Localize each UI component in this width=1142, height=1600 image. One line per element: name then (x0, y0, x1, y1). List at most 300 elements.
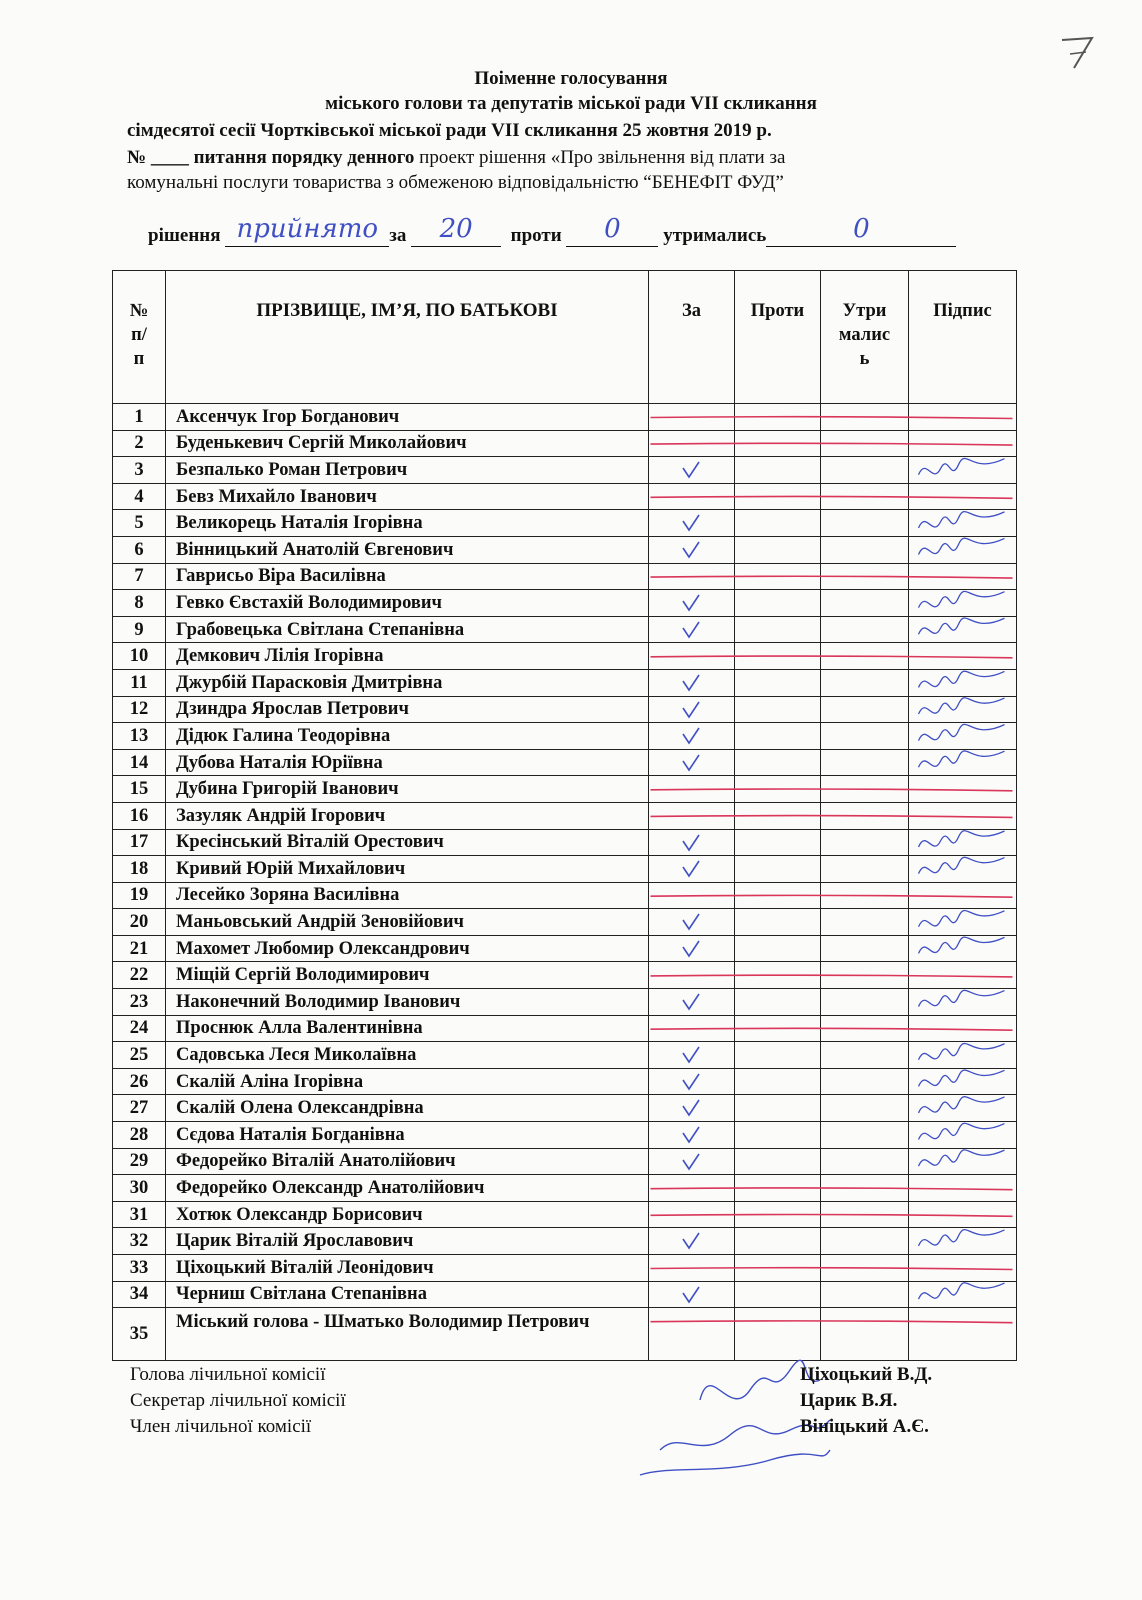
signature-cell (909, 483, 1017, 510)
table-row (113, 457, 1017, 484)
table-row (113, 510, 1017, 537)
for-blank (411, 214, 501, 247)
vote-abstain-cell (821, 1255, 909, 1282)
vote-for-cell (649, 749, 735, 776)
row-number: 1 (113, 404, 166, 431)
signature-cell (909, 1201, 1017, 1228)
vote-against-cell (735, 669, 821, 696)
vote-abstain-cell (821, 1015, 909, 1042)
signature-cell (909, 1228, 1017, 1255)
table-row (113, 1042, 1017, 1069)
vote-abstain-cell (821, 1201, 909, 1228)
decision-line (148, 214, 956, 247)
vote-for-cell (649, 510, 735, 537)
row-number: 10 (113, 643, 166, 670)
row-number: 20 (113, 909, 166, 936)
checkmark-icon (681, 593, 701, 613)
header-abstain: Утри малис ь (821, 271, 909, 404)
table-row (113, 404, 1017, 431)
vote-against-cell (735, 935, 821, 962)
vote-against-cell (735, 536, 821, 563)
vote-against-cell (735, 1175, 821, 1202)
table-row (113, 1015, 1017, 1042)
table-row (113, 1122, 1017, 1149)
table-row (113, 1255, 1017, 1282)
role-member: Член лічильної комісії (130, 1416, 312, 1437)
signature-cell (909, 1308, 1017, 1361)
role-secretary: Секретар лічильної комісії (130, 1390, 346, 1411)
table-row (113, 616, 1017, 643)
signature-cell (909, 590, 1017, 617)
checkmark-icon (681, 753, 701, 773)
table-row (113, 856, 1017, 883)
signature-cell (909, 802, 1017, 829)
table-row (113, 1308, 1017, 1361)
checkmark-icon (681, 726, 701, 746)
signature-cell (909, 669, 1017, 696)
vote-abstain-cell (821, 430, 909, 457)
vote-abstain-cell (821, 696, 909, 723)
vote-for-cell (649, 829, 735, 856)
signature-cell (909, 909, 1017, 936)
vote-against-cell (735, 1148, 821, 1175)
vote-abstain-cell (821, 457, 909, 484)
vote-abstain-cell (821, 483, 909, 510)
vote-against-cell (735, 563, 821, 590)
row-number: 6 (113, 536, 166, 563)
vote-abstain-cell (821, 1068, 909, 1095)
vote-against-cell (735, 430, 821, 457)
vote-against-cell (735, 1122, 821, 1149)
abstained-label: утримались (663, 225, 767, 246)
row-number: 28 (113, 1122, 166, 1149)
table-row (113, 590, 1017, 617)
row-number: 13 (113, 723, 166, 750)
vote-for-cell (649, 856, 735, 883)
row-number: 15 (113, 776, 166, 803)
vote-abstain-cell (821, 723, 909, 750)
vote-against-cell (735, 696, 821, 723)
for-label: за (389, 225, 407, 246)
signature-cell (909, 1015, 1017, 1042)
vote-for-cell (649, 989, 735, 1016)
signature-cell (909, 1281, 1017, 1308)
table-row (113, 776, 1017, 803)
vote-against-cell (735, 829, 821, 856)
table-row (113, 909, 1017, 936)
signature-cell (909, 1148, 1017, 1175)
table-row (113, 1068, 1017, 1095)
vote-against-cell (735, 483, 821, 510)
signature-cell (909, 457, 1017, 484)
row-name: Дубина Григорій Іванович (166, 776, 649, 803)
checkmark-icon (681, 939, 701, 959)
checkmark-icon (681, 1045, 701, 1065)
signature-cell (909, 1255, 1017, 1282)
vote-for-cell (649, 802, 735, 829)
table-row (113, 430, 1017, 457)
row-number: 11 (113, 669, 166, 696)
row-number: 14 (113, 749, 166, 776)
signature-cell (909, 536, 1017, 563)
question-line-1 (127, 145, 785, 170)
table-row (113, 989, 1017, 1016)
row-number: 12 (113, 696, 166, 723)
signature-cell (909, 563, 1017, 590)
vote-abstain-cell (821, 643, 909, 670)
vote-for-cell (649, 935, 735, 962)
checkmark-icon (681, 1098, 701, 1118)
vote-against-cell (735, 643, 821, 670)
header-name: ПРІЗВИЩЕ, ІМ’Я, ПО БАТЬКОВІ (166, 271, 649, 404)
decision-value: прийнято (236, 214, 379, 244)
row-name: Грабовецька Світлана Степанівна (166, 616, 649, 643)
vote-abstain-cell (821, 510, 909, 537)
row-number: 23 (113, 989, 166, 1016)
row-number: 26 (113, 1068, 166, 1095)
against-blank (566, 214, 658, 247)
row-name: Черниш Світлана Степанівна (166, 1281, 649, 1308)
row-name: Хотюк Олександр Борисович (166, 1201, 649, 1228)
table-row (113, 696, 1017, 723)
vote-for-cell (649, 1228, 735, 1255)
vote-abstain-cell (821, 1122, 909, 1149)
table-row (113, 536, 1017, 563)
row-name: Демкович Лілія Ігорівна (166, 643, 649, 670)
row-name: Кривий Юрій Михайлович (166, 856, 649, 883)
document-subtitle-1: міського голови та депутатів міської ради VII скликання (325, 93, 817, 114)
row-name: Маньовський Андрій Зеновійович (166, 909, 649, 936)
vote-against-cell (735, 1068, 821, 1095)
vote-against-cell (735, 404, 821, 431)
table-row (113, 882, 1017, 909)
row-name: Дзиндра Ярослав Петрович (166, 696, 649, 723)
checkmark-icon (681, 460, 701, 480)
signature-cell (909, 776, 1017, 803)
row-number: 27 (113, 1095, 166, 1122)
vote-for-cell (649, 669, 735, 696)
signature-cell (909, 856, 1017, 883)
vote-abstain-cell (821, 1095, 909, 1122)
name-member: Вініцький А.Є. (800, 1416, 929, 1437)
vote-for-cell (649, 563, 735, 590)
table-row (113, 1281, 1017, 1308)
vote-against-cell (735, 590, 821, 617)
row-number: 18 (113, 856, 166, 883)
vote-for-cell (649, 457, 735, 484)
row-number: 16 (113, 802, 166, 829)
row-number: 30 (113, 1175, 166, 1202)
table-row (113, 1201, 1017, 1228)
signature-cell (909, 962, 1017, 989)
row-number: 5 (113, 510, 166, 537)
row-name: Безпалько Роман Петрович (166, 457, 649, 484)
vote-for-cell (649, 696, 735, 723)
vote-for-cell (649, 1042, 735, 1069)
vote-abstain-cell (821, 829, 909, 856)
vote-for-cell (649, 616, 735, 643)
row-number: 22 (113, 962, 166, 989)
row-name: Великорець Наталія Ігорівна (166, 510, 649, 537)
row-name: Ціхоцький Віталій Леонідович (166, 1255, 649, 1282)
name-chair: Ціхоцький В.Д. (800, 1364, 933, 1385)
signature-cell (909, 1095, 1017, 1122)
voting-table (112, 270, 1017, 1361)
row-name: Вінницький Анатолій Євгенович (166, 536, 649, 563)
vote-abstain-cell (821, 590, 909, 617)
row-name: Царик Віталій Ярославович (166, 1228, 649, 1255)
vote-for-cell (649, 1308, 735, 1361)
row-number: 9 (113, 616, 166, 643)
row-number: 17 (113, 829, 166, 856)
table-row (113, 669, 1017, 696)
vote-abstain-cell (821, 563, 909, 590)
signature-cell (909, 696, 1017, 723)
row-number: 4 (113, 483, 166, 510)
vote-abstain-cell (821, 616, 909, 643)
row-name: Бевз Михайло Іванович (166, 483, 649, 510)
vote-against-cell (735, 1308, 821, 1361)
vote-for-cell (649, 1122, 735, 1149)
vote-abstain-cell (821, 856, 909, 883)
row-number: 2 (113, 430, 166, 457)
vote-abstain-cell (821, 909, 909, 936)
question-line-2: комунальні послуги товариства з обмеженою відповідальністю “БЕНЕФІТ ФУД” (127, 172, 784, 193)
row-number: 25 (113, 1042, 166, 1069)
vote-abstain-cell (821, 1281, 909, 1308)
signature-cell (909, 1175, 1017, 1202)
signature-cell (909, 829, 1017, 856)
vote-abstain-cell (821, 1042, 909, 1069)
vote-for-cell (649, 882, 735, 909)
abstained-value: 0 (853, 214, 870, 244)
vote-against-cell (735, 1042, 821, 1069)
vote-for-cell (649, 723, 735, 750)
row-number: 21 (113, 935, 166, 962)
checkmark-icon (681, 859, 701, 879)
header-num: № п/п (113, 271, 166, 404)
vote-abstain-cell (821, 776, 909, 803)
signature-cell (909, 1122, 1017, 1149)
row-name: Гевко Євстахій Володимирович (166, 590, 649, 617)
row-number: 29 (113, 1148, 166, 1175)
document-subtitle-2: сімдесятої сесії Чортківської міської ради VII скликання 25 жовтня 2019 р. (127, 120, 772, 141)
vote-against-cell (735, 1201, 821, 1228)
header-for: За (649, 271, 735, 404)
table-header-row (113, 271, 1017, 404)
table-row (113, 1175, 1017, 1202)
vote-for-cell (649, 1148, 735, 1175)
checkmark-icon (681, 833, 701, 853)
signature-cell (909, 510, 1017, 537)
vote-abstain-cell (821, 962, 909, 989)
vote-against-cell (735, 1228, 821, 1255)
table-row (113, 802, 1017, 829)
checkmark-icon (681, 540, 701, 560)
row-name: Скалій Олена Олександрівна (166, 1095, 649, 1122)
signature-cell (909, 723, 1017, 750)
vote-for-cell (649, 1255, 735, 1282)
row-name: Міський голова - Шматько Володимир Петрович (166, 1308, 649, 1361)
row-name: Буденькевич Сергій Миколайович (166, 430, 649, 457)
row-name: Кресінський Віталій Орестович (166, 829, 649, 856)
vote-against-cell (735, 749, 821, 776)
row-name: Садовська Леся Миколаївна (166, 1042, 649, 1069)
signature-cell (909, 643, 1017, 670)
signature-cell (909, 882, 1017, 909)
row-number: 8 (113, 590, 166, 617)
against-value: 0 (604, 214, 621, 244)
checkmark-icon (681, 700, 701, 720)
table-row (113, 723, 1017, 750)
table-row (113, 563, 1017, 590)
checkmark-icon (681, 513, 701, 533)
checkmark-icon (681, 620, 701, 640)
question-text-1: проект рішення «Про звільнення від плати за (419, 147, 786, 168)
row-name: Лесейко Зоряна Василівна (166, 882, 649, 909)
vote-for-cell (649, 483, 735, 510)
header-signature: Підпис (909, 271, 1017, 404)
against-label: проти (510, 225, 562, 246)
checkmark-icon (681, 1285, 701, 1305)
table-row (113, 643, 1017, 670)
vote-for-cell (649, 962, 735, 989)
vote-against-cell (735, 1255, 821, 1282)
table-row (113, 1095, 1017, 1122)
vote-for-cell (649, 590, 735, 617)
table-row (113, 1228, 1017, 1255)
role-chair: Голова лічильної комісії (130, 1364, 326, 1385)
signature-cell (909, 430, 1017, 457)
signature-cell (909, 749, 1017, 776)
vote-against-cell (735, 776, 821, 803)
vote-against-cell (735, 882, 821, 909)
row-name: Сєдова Наталія Богданівна (166, 1122, 649, 1149)
row-number: 3 (113, 457, 166, 484)
row-name: Гаврисьо Віра Василівна (166, 563, 649, 590)
signature-cell (909, 616, 1017, 643)
row-name: Аксенчук Ігор Богданович (166, 404, 649, 431)
vote-against-cell (735, 989, 821, 1016)
document-title: Поіменне голосування (474, 68, 668, 89)
vote-for-cell (649, 1015, 735, 1042)
vote-against-cell (735, 856, 821, 883)
row-number: 31 (113, 1201, 166, 1228)
checkmark-icon (681, 992, 701, 1012)
for-value: 20 (439, 214, 473, 244)
checkmark-icon (681, 1231, 701, 1251)
decision-label: рішення (148, 225, 221, 246)
checkmark-icon (681, 1072, 701, 1092)
table-row (113, 829, 1017, 856)
table-row (113, 935, 1017, 962)
row-name: Дідюк Галина Теодорівна (166, 723, 649, 750)
signature-cell (909, 989, 1017, 1016)
vote-for-cell (649, 776, 735, 803)
row-name: Махомет Любомир Олександрович (166, 935, 649, 962)
vote-for-cell (649, 909, 735, 936)
vote-against-cell (735, 1095, 821, 1122)
vote-abstain-cell (821, 404, 909, 431)
checkmark-icon (681, 1125, 701, 1145)
signature-cell (909, 1068, 1017, 1095)
table-row (113, 483, 1017, 510)
row-name: Джурбій Парасковія Дмитрівна (166, 669, 649, 696)
decision-blank (225, 214, 389, 247)
abstained-blank (766, 214, 956, 247)
row-number: 34 (113, 1281, 166, 1308)
vote-against-cell (735, 616, 821, 643)
vote-against-cell (735, 909, 821, 936)
vote-for-cell (649, 1068, 735, 1095)
row-name: Зазуляк Андрій Ігорович (166, 802, 649, 829)
name-secretary: Царик В.Я. (800, 1390, 898, 1411)
vote-for-cell (649, 1175, 735, 1202)
row-name: Дубова Наталія Юріївна (166, 749, 649, 776)
vote-for-cell (649, 1281, 735, 1308)
checkmark-icon (681, 673, 701, 693)
vote-for-cell (649, 643, 735, 670)
vote-abstain-cell (821, 989, 909, 1016)
checkmark-icon (681, 1152, 701, 1172)
vote-for-cell (649, 404, 735, 431)
vote-for-cell (649, 430, 735, 457)
vote-against-cell (735, 457, 821, 484)
row-number: 35 (113, 1308, 166, 1361)
table-row (113, 962, 1017, 989)
checkmark-icon (681, 912, 701, 932)
row-name: Міщій Сергій Володимирович (166, 962, 649, 989)
vote-abstain-cell (821, 882, 909, 909)
vote-abstain-cell (821, 1228, 909, 1255)
row-name: Скалій Аліна Ігорівна (166, 1068, 649, 1095)
vote-abstain-cell (821, 1175, 909, 1202)
commission-roles (130, 1362, 346, 1440)
row-name: Федорейко Олександр Анатолійович (166, 1175, 649, 1202)
vote-abstain-cell (821, 669, 909, 696)
vote-abstain-cell (821, 536, 909, 563)
row-number: 32 (113, 1228, 166, 1255)
row-name: Проснюк Алла Валентинівна (166, 1015, 649, 1042)
vote-against-cell (735, 802, 821, 829)
vote-for-cell (649, 536, 735, 563)
signature-cell (909, 1042, 1017, 1069)
vote-against-cell (735, 962, 821, 989)
vote-abstain-cell (821, 749, 909, 776)
row-number: 19 (113, 882, 166, 909)
vote-against-cell (735, 510, 821, 537)
row-number: 7 (113, 563, 166, 590)
table-row (113, 1148, 1017, 1175)
question-prefix: № ____ питання порядку денного (127, 147, 420, 168)
commission-names (800, 1362, 932, 1440)
signature-cell (909, 935, 1017, 962)
vote-abstain-cell (821, 935, 909, 962)
vote-against-cell (735, 723, 821, 750)
commission-signature (640, 1450, 830, 1475)
vote-abstain-cell (821, 1308, 909, 1361)
vote-for-cell (649, 1201, 735, 1228)
signature-cell (909, 404, 1017, 431)
vote-against-cell (735, 1015, 821, 1042)
row-number: 24 (113, 1015, 166, 1042)
row-name: Наконечний Володимир Іванович (166, 989, 649, 1016)
vote-against-cell (735, 1281, 821, 1308)
vote-abstain-cell (821, 1148, 909, 1175)
row-number: 33 (113, 1255, 166, 1282)
table-row (113, 749, 1017, 776)
table-body (113, 404, 1017, 1361)
